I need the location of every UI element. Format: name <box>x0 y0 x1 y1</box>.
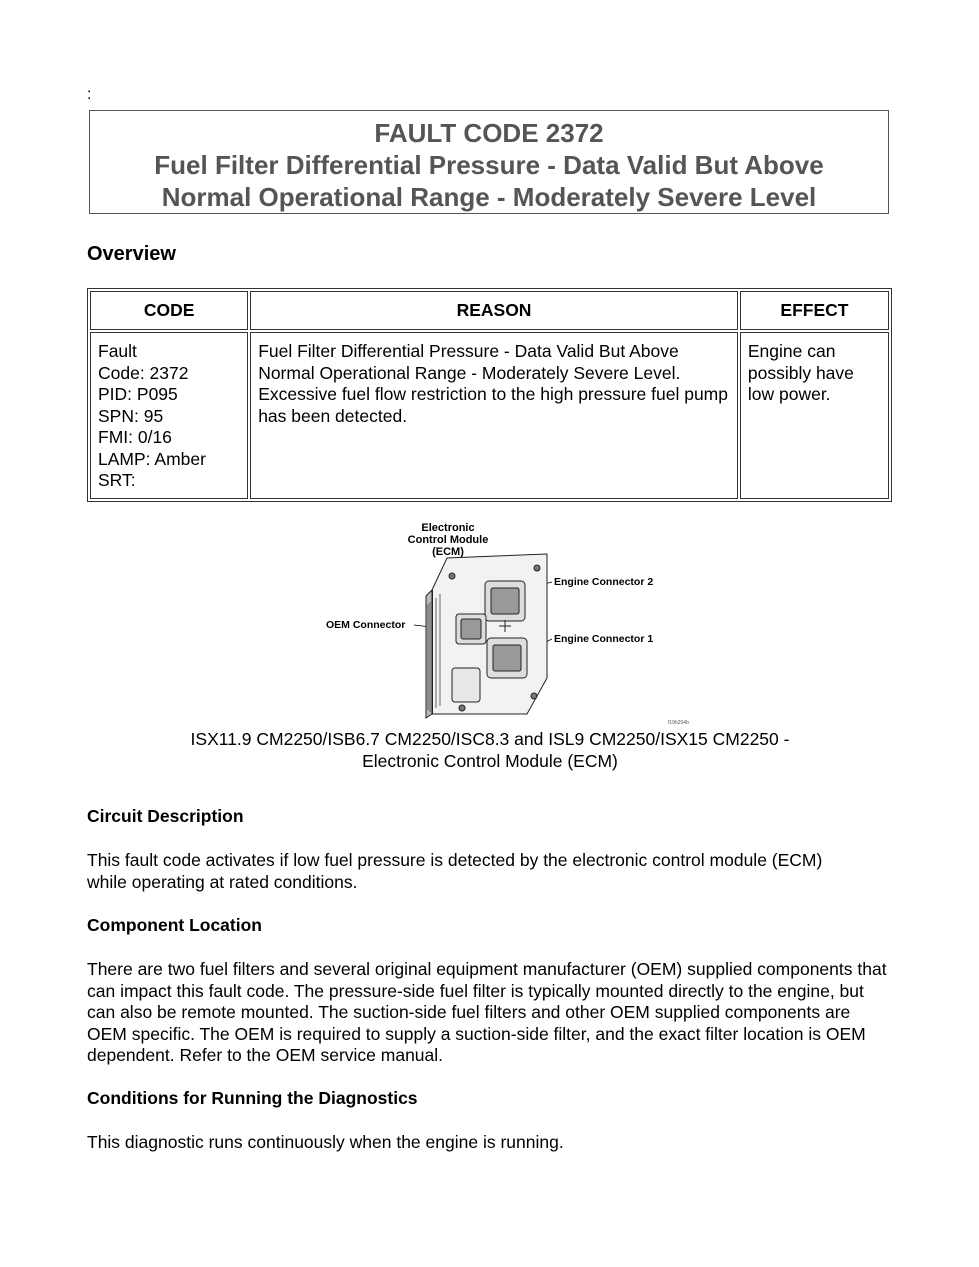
table-row <box>90 332 889 499</box>
ecm-label-line-3: (ECM) <box>432 546 464 558</box>
overview-heading: Overview <box>87 243 176 265</box>
header-reason: REASON <box>250 291 738 330</box>
header-code: CODE <box>90 291 248 330</box>
component-location-text: There are two fuel filters and several original equipment manufacturer (OEM) supplied components that can impact this fault code. The pressure-side fuel filter is typically mounted directly to the engine, but can also be remote mounted. The suction-side fuel filters and other OEM supplied components are OEM specific. The OEM is required to supply a suction-side filter, and the exact filter location is OEM dependent. Refer to the OEM service manual. <box>87 959 887 1065</box>
circuit-description-heading: Circuit Description <box>87 806 244 826</box>
caption-line-1: ISX11.9 CM2250/ISB6.7 CM2250/ISC8.3 and ISL9 CM2250/ISX15 CM2250 - <box>190 729 790 749</box>
table-header-row <box>90 291 889 330</box>
engine-connector-1-label: Engine Connector 1 <box>554 633 654 645</box>
cell-effect: Engine can possibly have low power. <box>740 332 889 499</box>
component-location-heading: Component Location <box>87 915 262 935</box>
stray-mark: : <box>87 86 92 103</box>
cell-code: Fault Code: 2372 PID: P095 SPN: 95 FMI: 0/16 LAMP: Amber SRT: <box>90 332 248 499</box>
overview-table <box>87 288 892 502</box>
fault-title-line-2: Fuel Filter Differential Pressure - Data Valid But Above <box>154 150 824 180</box>
figure-code: f19b204b <box>668 720 689 726</box>
caption-line-2: Electronic Control Module (ECM) <box>362 750 618 771</box>
header-effect: EFFECT <box>740 291 889 330</box>
fault-title-line-3: Normal Operational Range - Moderately Severe Level <box>161 182 817 212</box>
fault-code-title-box <box>89 110 889 214</box>
ecm-label-line-1: Electronic <box>421 522 475 534</box>
conditions-text: This diagnostic runs continuously when the engine is running. <box>87 1132 564 1152</box>
oem-connector-label: OEM Connector <box>326 619 406 631</box>
fault-code-title: FAULT CODE 2372 <box>374 118 604 148</box>
figure-caption <box>150 729 830 772</box>
ecm-label-line-2: Control Module <box>407 534 489 546</box>
circuit-description-text: This fault code activates if low fuel pressure is detected by the electronic control module (ECM) while operating at rated conditions. <box>87 850 823 892</box>
cell-reason: Fuel Filter Differential Pressure - Data Valid But Above Normal Operational Range - Moderately Severe Level. Excessive fuel flow restriction to the high pressure fuel pump has been detected. <box>250 332 738 499</box>
conditions-heading: Conditions for Running the Diagnostics <box>87 1088 418 1108</box>
ecm-module-drawing <box>426 554 547 718</box>
engine-connector-2-label: Engine Connector 2 <box>554 576 654 588</box>
ecm-figure <box>322 518 698 726</box>
